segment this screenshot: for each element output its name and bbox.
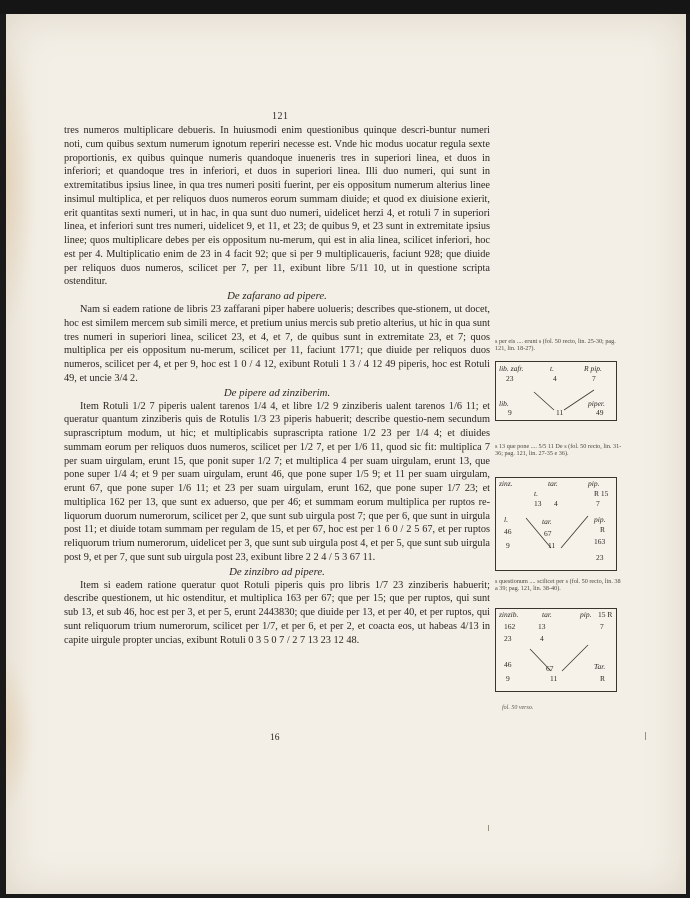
- proportion-diagram: [495, 361, 617, 421]
- section-heading: De pipere ad zinziberim.: [223, 386, 331, 399]
- paragraph: Item Rotuli 1/2 7 piperis ualent tarenos 1/4 4, et libre 1/2 9 zinziberis ualent tarenos 1/6 11; et queratur quantum zinziberis quis de Rotulis 1/3 23 piperis habuerit; describe questio-nem secundum suprascriptum modum, ut hic; et multiplicabis suprascripta ratione 1/2 23 per 1/4 4; et diuides summam eorum per reliquos duos numeros, scilicet per 1/2 7, et per 1/6 11, quod sic fit: multiplica 7 per suam uirgulam, erunt 15, que ponit super 1/2 7; et multiplica 4 per suam uirgulam, erunt 13, que pone super 1/4 4; et 9 per suam uirgulam, erunt 46, que pone super 1/5 9; et 11 per suam uirgulam, erunt 67, que pone super 1/6 11; et 23 per suam uirgulam, erunt 162, que pone super 1/7 23; et multiplica 162 per 13, que sunt ex aduerso, que per 46; et summam eorum multiplica per ruptos re-liquorum duorum numerorum, scilicet per 2, que sunt sub uirgula post 7; que per 6, que sunt in uirgula post 11; et diuide totam summam per regulam de 15, et per 67, hoc est per 1 6 0 / 2 5 67, et per ruptos reliquorum trium numerorum, uidelicet per 3, que sunt sub uirgula post 4, et per 5, que sunt sub uirgula post 9, et per 7, que sunt sub uirgula post 23, exibunt libre 2 2 4 / 5 3 67 11.: [64, 400, 490, 563]
- proportion-diagram: [495, 477, 617, 571]
- diagram-box: [495, 361, 623, 421]
- label: Tar.: [594, 662, 606, 671]
- value: 162: [504, 622, 516, 631]
- value: 11: [550, 674, 558, 683]
- label: lib.: [499, 399, 509, 408]
- value: 46: [504, 527, 512, 536]
- viewer-top-bar: [0, 0, 690, 14]
- value: R: [600, 674, 606, 683]
- page-stain: [6, 34, 36, 334]
- diagram-box: [495, 477, 623, 571]
- paragraph: Item si eadem ratione queratur quot Rotuli piperis quis pro libris 1/7 23 zinziberis habuerit; describe questionem, ut hic ostenditur, et multiplica 163 per 67; que per 15; que per ruptos, qui sunt sub 13, et sub 46, hoc est per 3, et per 5, erunt 2443830; que diuide per 13, et per 40, et per ruptos, qui sunt reliquorum trium numerorum, scilicet per 1/7, et per 6, et per 2, et coacta eos, ut habeas 4/13 in capite uirgule propter uncias, exibunt Rotuli 0 3 5 0 7 / 2 7 13 23 12 48.: [64, 579, 490, 646]
- section-heading: De zinzibro ad pipere.: [229, 565, 325, 578]
- value: 4: [540, 634, 544, 643]
- label: zinzib.: [499, 610, 519, 619]
- value: 13: [538, 622, 546, 631]
- value: 4: [553, 374, 557, 383]
- margin-tick: [488, 825, 489, 831]
- paragraph: tres numeros multiplicare debueris. In huiusmodi enim questionibus quinque descri-buntur numeri noti, cum quibus sextum numerum ignotum reperiri necesse est. Vnde hic modus uocatur regula sexte proportionis, ex quibus quinque numeris quandoque inueneris tres in superiori linea, et duos in inferiori; et quandoque tres in inferiori, et duos in superiori linea. Illi duo numeri, qui sunt in extremitatibus ipsius linee, in qua tres numeri positi fuerint, per eis oppositum numerum alterius linee insimul multiplica, et per reliquos duos numeros eorum summam diuide; et quod ex diuisione exierit, erit quantitas sexti numeri, ut in hac, in qua sunt duo numeri, uidelicet herzi 4, et rotuli 7 in superiori linea, et inferiori sunt tres numeri, uidelicet 9, et 11, et 23; de quibus 9, et 23 sunt in extremitate ipsius linee; quos multiplicare debes per eis oppositum nu-merum, qui est in alia linea, scilicet inferiori, hoc est per 4. Multiplicatio enim de 23 in 4 facit 92; que si per 9 multiplicaueris, faciunt 928; que diuide per reliquos duos numeros, scilicet per 7, per 11, exibunt libre 5/11 10, ut in questione scripta ostenditur.: [64, 125, 490, 288]
- proportion-diagram: [495, 608, 617, 692]
- value: 49: [596, 408, 604, 417]
- section-heading: De zafarano ad pipere.: [227, 290, 327, 302]
- label: t.: [534, 489, 538, 498]
- margin-note: [495, 338, 623, 353]
- diagram-box: [495, 608, 623, 692]
- note-text: s per eis .... erunt s (fol. 50 recto, lin. 25-30; pag. 121, lin. 18-27).: [495, 338, 616, 353]
- value: 67: [544, 529, 552, 538]
- value: R 15: [594, 489, 609, 498]
- value: 23: [506, 374, 514, 383]
- label: pip.: [588, 479, 600, 488]
- label: R pip.: [584, 364, 602, 373]
- margin-tick: [645, 732, 646, 740]
- value: 7: [592, 374, 596, 383]
- value: 13: [534, 499, 542, 508]
- paragraph: Nam si eadem ratione de libris 23 zaffarani piper habere uolueris; describes que-stionem, ut docet, hoc est similem mercem sub simili merce, et pretium unius mercis sub pretio alterius, ut hic in qua sunt tres numeri in superiori linea, scilicet 23, et 4, et 7, de quibus sunt in extremitate 23, et 7; quos multiplica per eis oppositum nu-merum, scilicet per 11, faciunt 1771; que diuide per reliquos duos numeros, scilicet per 4, et per 9, hoc est 1 0 / 4 12, exibunt Rotuli 1 3 / 4 12 49 piperis, hoc est Rotuli 49, et uncie 3/4 2.: [64, 304, 490, 384]
- label: tar.: [542, 517, 552, 526]
- value: R: [600, 525, 606, 534]
- value: 46: [504, 660, 512, 669]
- label: tar.: [542, 610, 552, 619]
- value: 7: [596, 499, 600, 508]
- label: l.: [504, 515, 508, 524]
- value: 15 R: [598, 610, 613, 619]
- margin-folio-mark: fol. 50 verso.: [502, 705, 534, 711]
- value: 23: [596, 553, 604, 562]
- margin-note: [495, 443, 623, 458]
- value: 67: [546, 664, 554, 673]
- page-number: 121: [272, 111, 289, 122]
- label: t.: [550, 364, 554, 373]
- value: 11: [548, 541, 556, 550]
- note-text: s questionum .... scilicet per s (fol. 50 recto, lin. 38 a 39; pag. 121, lin. 38-40).: [495, 578, 621, 593]
- folio-number: 16: [270, 733, 280, 743]
- value: 9: [506, 674, 510, 683]
- main-text-column: [64, 124, 490, 647]
- value: 23: [504, 634, 512, 643]
- page-stain: [6, 654, 34, 814]
- label: tar.: [548, 479, 558, 488]
- label: zinz.: [499, 479, 513, 488]
- value: 163: [594, 537, 606, 546]
- note-text: s 13 que pone .... 5/5 11 De s (fol. 50 recto, lin. 31-36; pag. 121, lin. 27-35 e 36).: [495, 443, 622, 458]
- label: pip.: [580, 610, 592, 619]
- value: 11: [556, 408, 564, 417]
- margin-note: [495, 578, 623, 593]
- label: piper.: [588, 399, 605, 408]
- value: 4: [554, 499, 558, 508]
- label: pip.: [594, 515, 606, 524]
- value: 7: [600, 622, 604, 631]
- label: lib. zafr.: [499, 364, 524, 373]
- value: 9: [506, 541, 510, 550]
- value: 9: [508, 408, 512, 417]
